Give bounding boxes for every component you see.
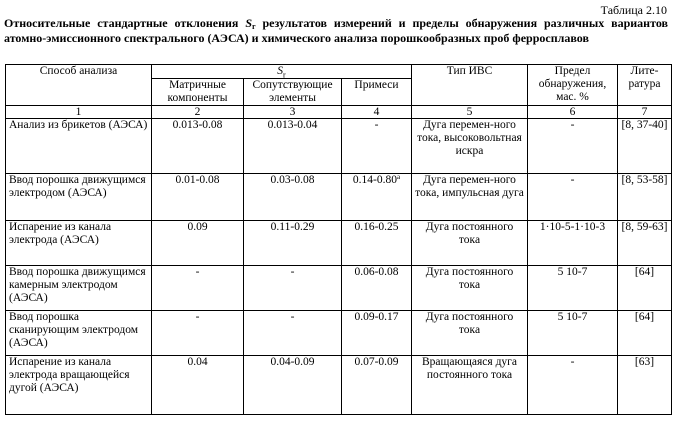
cell-detection-limit: - bbox=[528, 174, 618, 221]
header-matrix: Матричные компоненты bbox=[152, 79, 244, 106]
cell-detection-limit: 5 10-7 bbox=[528, 266, 618, 311]
cell-source-type: Дуга перемен-ного тока, импульсная дуга bbox=[412, 174, 528, 221]
cell-matrix: - bbox=[152, 311, 244, 356]
column-number: 4 bbox=[342, 106, 412, 119]
column-number: 7 bbox=[618, 106, 672, 119]
cell-method: Ввод порошка сканирующим электродом (АЭСА) bbox=[6, 311, 152, 356]
column-number: 2 bbox=[152, 106, 244, 119]
table-row bbox=[6, 356, 672, 415]
cell-source-type: Дуга постоянного тока bbox=[412, 266, 528, 311]
cell-literature: [64] bbox=[618, 266, 672, 311]
table-caption: Относительные стандартные отклонения $S_r$ результатов измерений и пределы обнаружения различных вариантов атомно-эмиссионного спектрального (АЭСА) и химического анализа порошкообразных проб ферросплавов bbox=[4, 16, 668, 45]
header-sr: $S_r$ bbox=[152, 65, 412, 79]
cell-impurities: 0.16-0.25 bbox=[342, 221, 412, 266]
table-number-label: Таблица 2.10 bbox=[600, 3, 667, 17]
cell-matrix: 0.09 bbox=[152, 221, 244, 266]
cell-literature: [63] bbox=[618, 356, 672, 415]
cell-impurities: 0.06-0.08 bbox=[342, 266, 412, 311]
cell-detection-limit: 5 10-7 bbox=[528, 311, 618, 356]
cell-accompanying: 0.04-0.09 bbox=[244, 356, 342, 415]
column-number: 3 bbox=[244, 106, 342, 119]
cell-accompanying: 0.03-0.08 bbox=[244, 174, 342, 221]
header-literature: Лите-ратура bbox=[618, 65, 672, 106]
cell-source-type: Дуга перемен-ного тока, высоковольтная искра bbox=[412, 119, 528, 174]
cell-detection-limit: - bbox=[528, 119, 618, 174]
cell-impurities: - bbox=[342, 119, 412, 174]
column-number-row bbox=[6, 106, 672, 119]
cell-method: Ввод порошка движущимся камерным электродом (АЭСА) bbox=[6, 266, 152, 311]
cell-literature: [8, 37-40] bbox=[618, 119, 672, 174]
cell-impurities: 0.07-0.09 bbox=[342, 356, 412, 415]
cell-method: Анализ из брикетов (АЭСА) bbox=[6, 119, 152, 174]
header-impurities: Примеси bbox=[342, 79, 412, 106]
cell-literature: [8, 59-63] bbox=[618, 221, 672, 266]
cell-source-type: Вращающаяся дуга постоянного тока bbox=[412, 356, 528, 415]
cell-accompanying: - bbox=[244, 266, 342, 311]
cell-impurities: $0.14-0.80^а$ bbox=[342, 174, 412, 221]
header-row-1 bbox=[6, 65, 672, 79]
cell-detection-limit: - bbox=[528, 356, 618, 415]
cell-method: Испарение из канала электрода вращающейся дугой (АЭСА) bbox=[6, 356, 152, 415]
header-method: Способ анализа bbox=[6, 65, 152, 106]
table-row bbox=[6, 311, 672, 356]
cell-method: Испарение из канала электрода (АЭСА) bbox=[6, 221, 152, 266]
cell-accompanying: 0.013-0.04 bbox=[244, 119, 342, 174]
cell-literature: [64] bbox=[618, 311, 672, 356]
header-detection-limit: Предел обнаружения, мас. % bbox=[528, 65, 618, 106]
header-accompanying: Сопутствующие элементы bbox=[244, 79, 342, 106]
cell-matrix: 0.013-0.08 bbox=[152, 119, 244, 174]
cell-detection-limit: 1·10-5-1·10-3 bbox=[528, 221, 618, 266]
table-row bbox=[6, 266, 672, 311]
cell-source-type: Дуга постоянного тока bbox=[412, 311, 528, 356]
column-number: 5 bbox=[412, 106, 528, 119]
table-row bbox=[6, 119, 672, 174]
header-source-type: Тип ИВС bbox=[412, 65, 528, 106]
cell-accompanying: - bbox=[244, 311, 342, 356]
cell-method: Ввод порошка движущимся электродом (АЭСА) bbox=[6, 174, 152, 221]
column-number: 6 bbox=[528, 106, 618, 119]
cell-matrix: - bbox=[152, 266, 244, 311]
data-table bbox=[5, 64, 672, 415]
cell-literature: [8, 53-58] bbox=[618, 174, 672, 221]
column-number: 1 bbox=[6, 106, 152, 119]
cell-accompanying: 0.11-0.29 bbox=[244, 221, 342, 266]
cell-matrix: 0.04 bbox=[152, 356, 244, 415]
cell-source-type: Дуга постоянного тока bbox=[412, 221, 528, 266]
cell-matrix: 0.01-0.08 bbox=[152, 174, 244, 221]
table-row bbox=[6, 174, 672, 221]
table-row bbox=[6, 221, 672, 266]
cell-impurities: 0.09-0.17 bbox=[342, 311, 412, 356]
